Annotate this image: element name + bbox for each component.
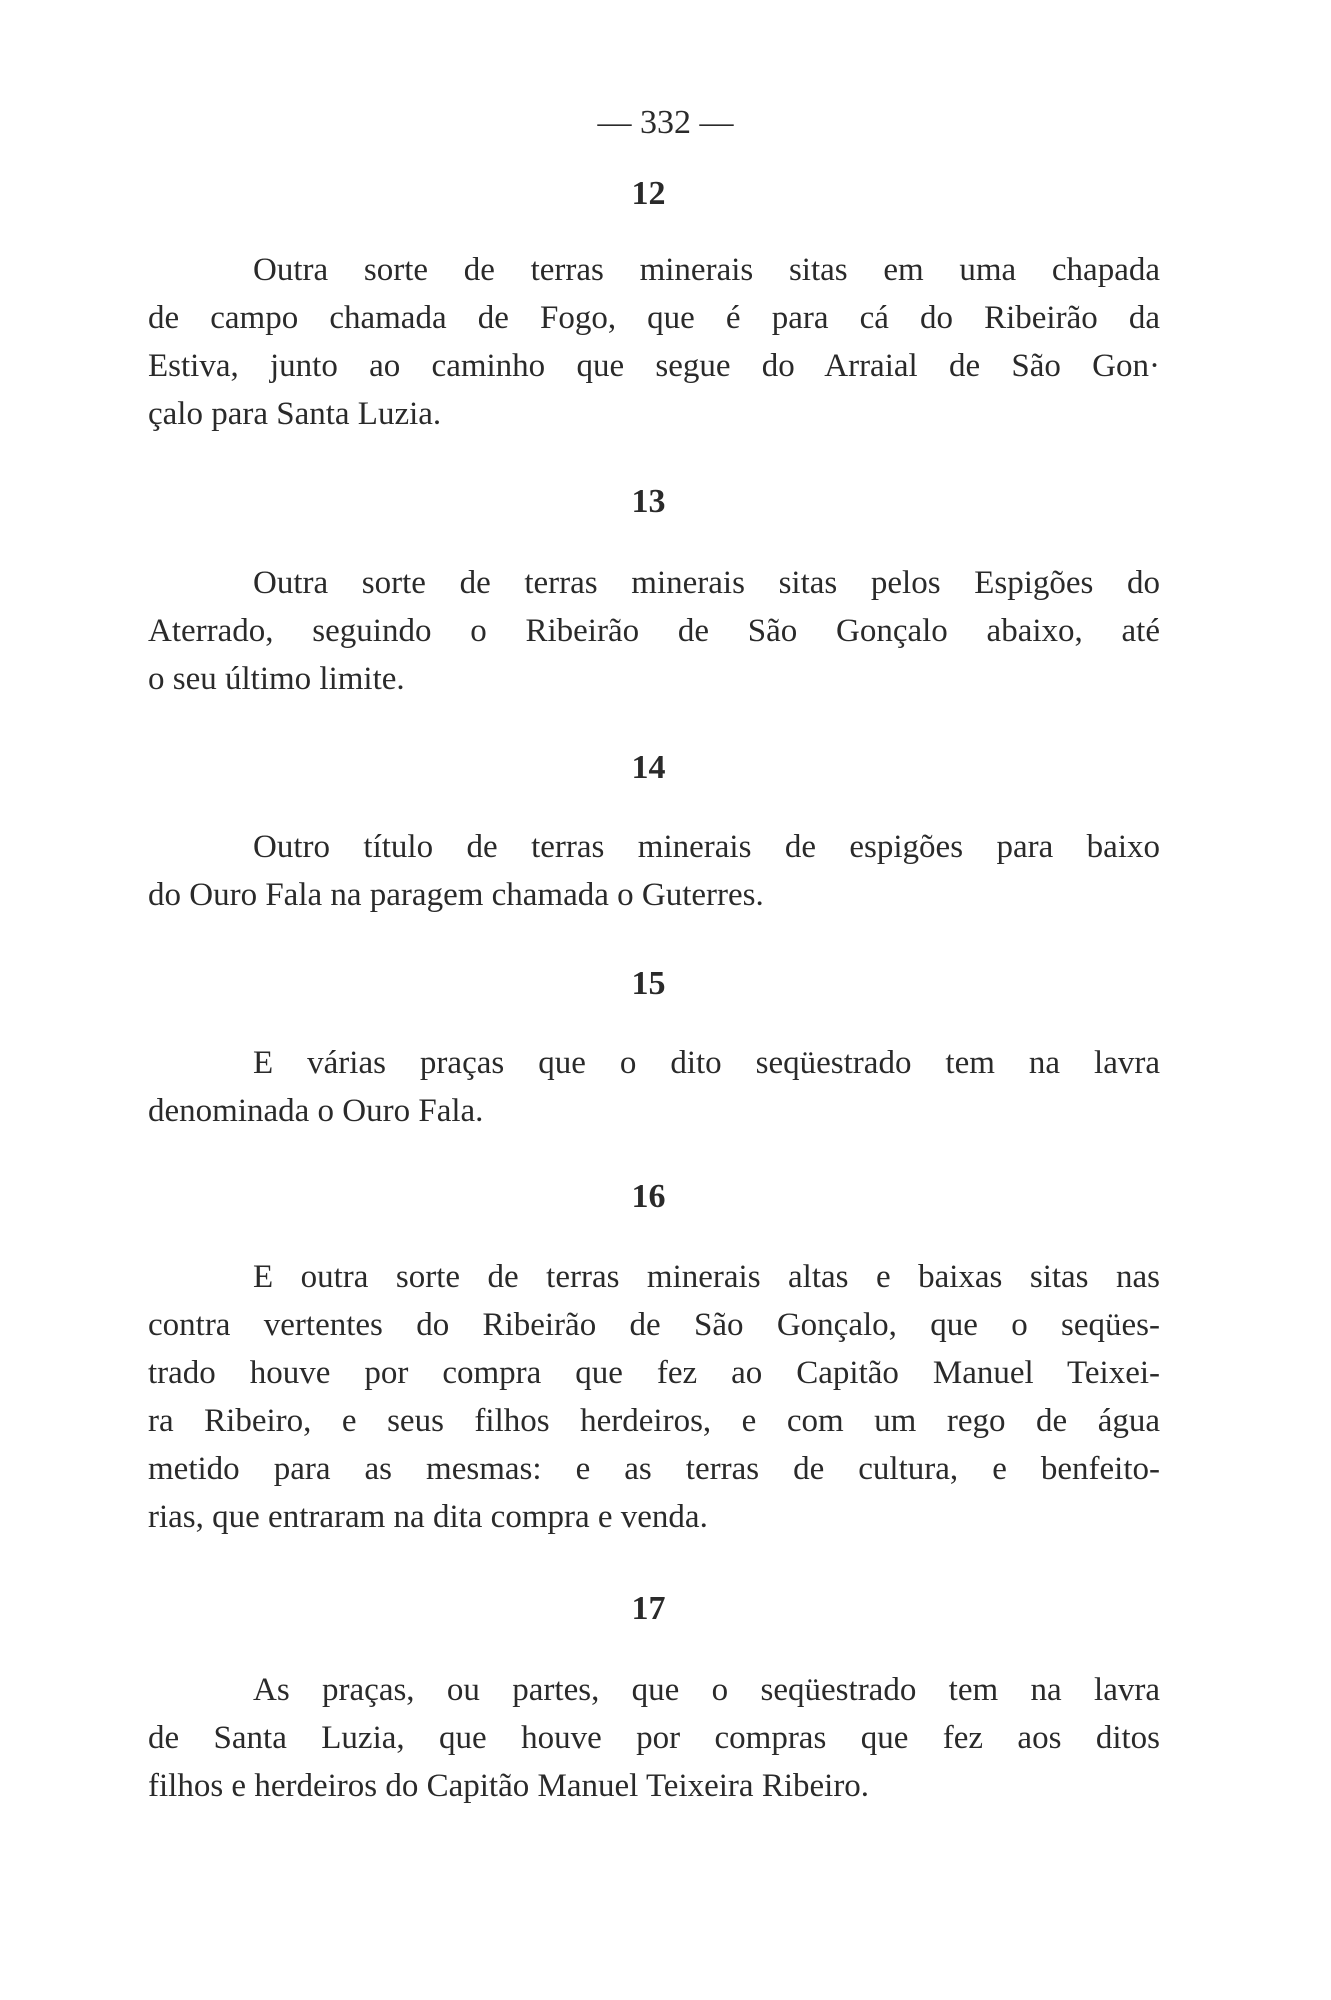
text-line: çalo para Santa Luzia. [148, 396, 442, 432]
text-line: do Ouro Fala na paragem chamada o Guterres. [148, 877, 764, 913]
section-number-13: 13 [631, 483, 666, 520]
text-line: denominada o Ouro Fala. [148, 1093, 484, 1129]
text-line: filhos e herdeiros do Capitão Manuel Teixeira Ribeiro. [148, 1768, 870, 1804]
paragraph-12 [148, 246, 1160, 438]
page-number: — 332 — [597, 104, 734, 141]
paragraph-17 [148, 1666, 1160, 1810]
text-line: As praças, ou partes, que o seqüestrado tem na lavra [253, 1672, 1160, 1708]
text-line: Outra sorte de terras minerais sitas em uma chapada [253, 252, 1160, 288]
text-line: Outro título de terras minerais de espigões para baixo [253, 829, 1160, 865]
section-number-15: 15 [631, 965, 666, 1002]
text-line: metido para as mesmas: e as terras de cultura, e benfeito- [148, 1451, 1160, 1487]
section-number-14: 14 [631, 749, 666, 786]
text-line: Aterrado, seguindo o Ribeirão de São Gonçalo abaixo, até [148, 613, 1160, 649]
text-line: contra vertentes do Ribeirão de São Gonçalo, que o seqües- [148, 1307, 1160, 1343]
text-line: de Santa Luzia, que houve por compras que fez aos ditos [148, 1720, 1160, 1756]
paragraph-14 [148, 823, 1160, 919]
paragraph-16 [148, 1253, 1160, 1541]
paragraph-13 [148, 559, 1160, 703]
text-line: E outra sorte de terras minerais altas e baixas sitas nas [253, 1259, 1160, 1295]
text-line: o seu último limite. [148, 661, 405, 697]
text-line: E várias praças que o dito seqüestrado tem na lavra [253, 1045, 1160, 1081]
paragraph-15 [148, 1039, 1160, 1135]
section-number-12: 12 [631, 175, 666, 212]
text-line: trado houve por compra que fez ao Capitão Manuel Teixei- [148, 1355, 1160, 1391]
text-line: rias, que entraram na dita compra e venda. [148, 1499, 708, 1535]
text-line: Estiva, junto ao caminho que segue do Arraial de São Gon· [148, 348, 1160, 384]
section-number-17: 17 [631, 1590, 666, 1627]
text-line: ra Ribeiro, e seus filhos herdeiros, e com um rego de água [148, 1403, 1160, 1439]
text-line: Outra sorte de terras minerais sitas pelos Espigões do [253, 565, 1160, 601]
text-line: de campo chamada de Fogo, que é para cá do Ribeirão da [148, 300, 1160, 336]
section-number-16: 16 [631, 1178, 666, 1215]
